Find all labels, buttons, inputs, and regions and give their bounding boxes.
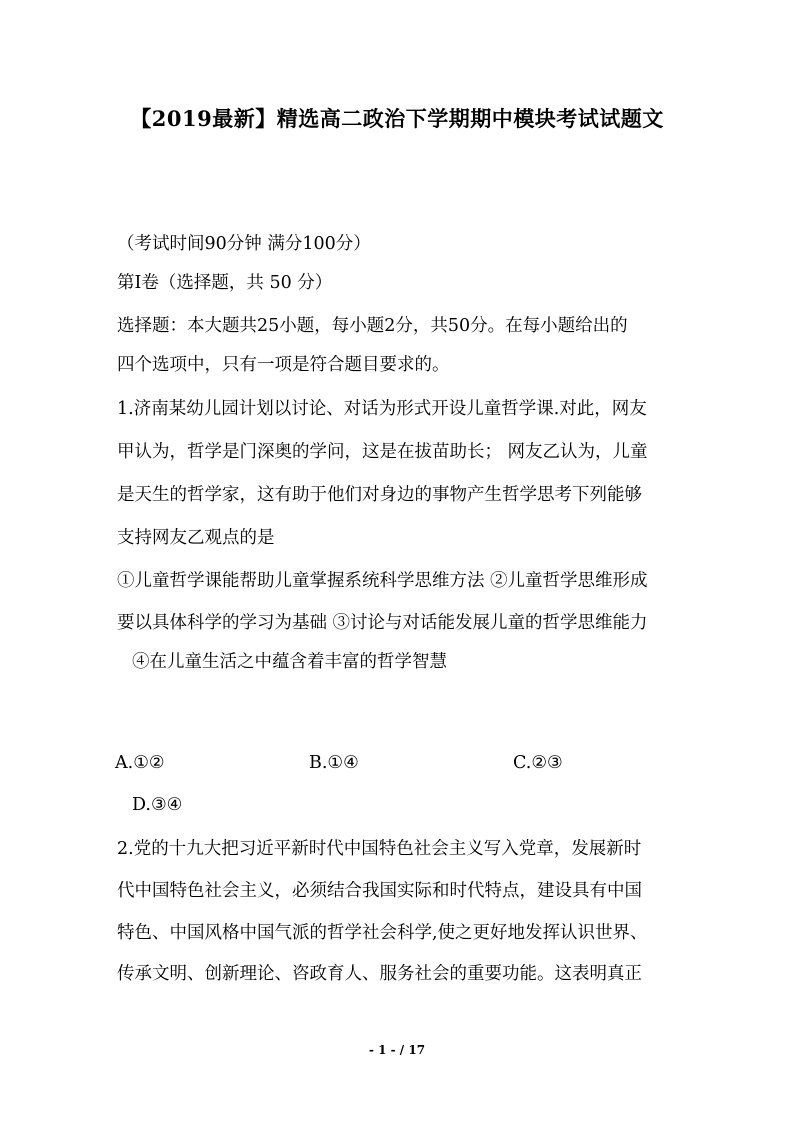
page-indicator: - 1 - / 17	[368, 1043, 426, 1057]
question-2-stem-line: 2.党的十九大把习近平新时代中国特色社会主义写入党章，发展新时	[117, 839, 642, 859]
question-1-option-a: A.①②	[115, 753, 165, 773]
page-title: 【2019最新】精选高二政治下学期期中模块考试试题文	[130, 106, 664, 131]
question-2-stem-line: 特色、中国风格中国气派的哲学社会科学,使之更好地发挥认识世界、	[117, 923, 648, 943]
question-2-stem-line: 代中国特色社会主义，必须结合我国实际和时代特点，建设具有中国	[117, 881, 642, 901]
question-1-option-c: C.②③	[513, 753, 563, 773]
question-1-stem-line: 甲认为，哲学是门深奥的学问，这是在拔苗助长； 网友乙认为，儿童	[117, 442, 648, 462]
question-1-statement-line: 要以具体科学的学习为基础 ③讨论与对话能发展儿童的哲学思维能力	[117, 613, 648, 633]
question-1-stem-line: 支持网友乙观点的是	[117, 528, 275, 548]
question-1-option-b: B.①④	[309, 753, 359, 773]
exam-time-score: （考试时间90分钟 满分100分）	[117, 234, 371, 254]
question-1-stem-line: 1.济南某幼儿园计划以讨论、对话为形式开设儿童哲学课.对此，网友	[117, 399, 647, 419]
instructions-line: 选择题：本大题共25小题，每小题2分，共50分。在每小题给出的	[117, 316, 628, 336]
question-1-option-d: D.③④	[132, 795, 183, 815]
question-1-statement-line: ④在儿童生活之中蕴含着丰富的哲学智慧	[132, 652, 447, 672]
question-2-stem-line: 传承文明、创新理论、咨政育人、服务社会的重要功能。这表明真正	[117, 964, 642, 984]
instructions-line: 四个选项中，只有一项是符合题目要求的。	[117, 355, 450, 375]
section-heading: 第Ⅰ卷（选择题，共 50 分）	[117, 273, 333, 293]
question-1-statement-line: ①儿童哲学课能帮助儿童掌握系统科学思维方法 ②儿童哲学思维形成	[117, 571, 648, 591]
question-1-stem-line: 是天生的哲学家，这有助于他们对身边的事物产生哲学思考下列能够	[117, 485, 642, 505]
